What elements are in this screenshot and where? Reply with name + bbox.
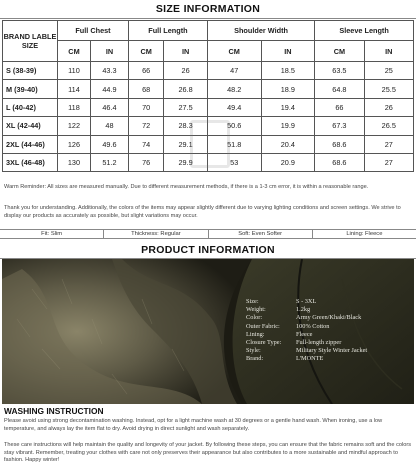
size-label: XL (42-44) xyxy=(3,117,58,135)
unit-header: IN xyxy=(261,41,315,62)
unit-header: CM xyxy=(207,41,261,62)
table-cell: 72 xyxy=(128,117,163,135)
size-label: M (39-40) xyxy=(3,80,58,98)
size-label: 3XL (46-48) xyxy=(3,153,58,171)
table-cell: 68 xyxy=(128,80,163,98)
table-cell: 18.5 xyxy=(261,62,315,80)
spec-value: S - 3XL xyxy=(296,298,317,305)
table-cell: 44.9 xyxy=(90,80,128,98)
spec-value: 1.2kg xyxy=(296,306,311,314)
table-cell: 110 xyxy=(58,62,91,80)
table-cell: 20.9 xyxy=(261,153,315,171)
table-cell: 26 xyxy=(164,62,208,80)
attr-lining: Lining: Fleece xyxy=(312,230,416,238)
table-cell: 18.9 xyxy=(261,80,315,98)
table-cell: 63.5 xyxy=(315,62,364,80)
table-cell: 47 xyxy=(207,62,261,80)
table-cell: 46.4 xyxy=(90,98,128,116)
size-label: 2XL (44-46) xyxy=(3,135,58,153)
unit-header: IN xyxy=(164,41,208,62)
spec-row xyxy=(246,298,367,306)
unit-header: CM xyxy=(58,41,91,62)
product-specs xyxy=(246,298,367,364)
table-cell: 27 xyxy=(364,153,413,171)
spec-row xyxy=(246,306,367,314)
spec-key: Size: xyxy=(246,298,259,305)
table-cell: 74 xyxy=(128,135,163,153)
spec-key: Style: xyxy=(246,347,261,355)
spec-value: Army Green/Khaki/Black xyxy=(296,314,362,322)
table-cell: 53 xyxy=(207,153,261,171)
table-cell: 50.6 xyxy=(207,117,261,135)
table-row xyxy=(3,98,414,116)
washing-text-2: These care instructions will help maintain the quality and longevity of your jacket. By following these steps, you can ensure that the fabric remains soft and the colors stay vibrant. Remember, treating your clothes with care not only preserves their appearance but also contributes to a more sustainable and mindful approach to fashion. Happy winter! xyxy=(4,442,412,464)
table-cell: 130 xyxy=(58,153,91,171)
size-label: S (38-39) xyxy=(3,62,58,80)
spec-value: Military Style Winter Jacket xyxy=(296,347,368,355)
spec-key: Color: xyxy=(246,314,263,322)
attr-thickness: Thickness: Regular xyxy=(103,230,207,238)
table-cell: 49.4 xyxy=(207,98,261,116)
shield-logo-watermark-icon xyxy=(190,120,230,168)
table-cell: 48 xyxy=(90,117,128,135)
divider xyxy=(0,18,416,19)
table-cell: 27 xyxy=(364,135,413,153)
spec-row xyxy=(246,314,367,322)
header-shoulder-width: Shoulder Width xyxy=(207,21,314,41)
table-cell: 122 xyxy=(58,117,91,135)
table-cell: 64.8 xyxy=(315,80,364,98)
spec-value: Fleece xyxy=(296,330,313,338)
table-row xyxy=(3,80,414,98)
unit-header: IN xyxy=(364,41,413,62)
table-cell: 20.4 xyxy=(261,135,315,153)
table-cell: 67.3 xyxy=(315,117,364,135)
attr-softness: Soft: Even Softer xyxy=(208,230,312,238)
table-cell: 114 xyxy=(58,80,91,98)
table-cell: 26 xyxy=(364,98,413,116)
header-full-chest: Full Chest xyxy=(58,21,129,41)
table-cell: 26.8 xyxy=(164,80,208,98)
unit-header: IN xyxy=(90,41,128,62)
washing-title: WASHING INSTRUCTION xyxy=(4,406,104,416)
unit-header: CM xyxy=(128,41,163,62)
product-info-title: PRODUCT INFORMATION xyxy=(141,244,275,256)
table-cell: 29.1 xyxy=(164,135,208,153)
table-cell: 26.5 xyxy=(364,117,413,135)
attribute-bar xyxy=(0,229,416,239)
spec-value: L'MONTE xyxy=(296,355,324,363)
washing-text-1: Please avoid using strong decontamination washing. Instead, opt for a light machine wash at 30 degrees or a gentle hand wash. When ironing, use a low temperature, and always lay the item flat to dry. Avoid drying in direct sunlight and wash separately. xyxy=(4,418,383,432)
table-cell: 126 xyxy=(58,135,91,153)
header-sleeve-length: Sleeve Length xyxy=(315,21,414,41)
table-cell: 29.9 xyxy=(164,153,208,171)
table-cell: 66 xyxy=(315,98,364,116)
spec-row xyxy=(246,347,367,355)
table-cell: 68.6 xyxy=(315,135,364,153)
table-cell: 48.2 xyxy=(207,80,261,98)
table-cell: 19.4 xyxy=(261,98,315,116)
spec-key: Weight: xyxy=(246,306,266,314)
table-cell: 43.3 xyxy=(90,62,128,80)
table-cell: 27.5 xyxy=(164,98,208,116)
table-cell: 51.2 xyxy=(90,153,128,171)
table-cell: 19.9 xyxy=(261,117,315,135)
spec-row xyxy=(246,339,367,347)
table-cell: 49.6 xyxy=(90,135,128,153)
brand-size-header: BRAND LABLE SIZE xyxy=(3,21,58,62)
table-row xyxy=(3,62,414,80)
spec-key: Brand: xyxy=(246,355,264,363)
spec-key: Closure Type: xyxy=(246,338,282,346)
attr-fit: Fit: Slim xyxy=(41,231,63,237)
table-cell: 51.8 xyxy=(207,135,261,153)
table-cell: 68.6 xyxy=(315,153,364,171)
spec-row xyxy=(246,355,367,363)
spec-value: Full-length zipper xyxy=(296,338,342,346)
spec-key: Outer Fabric: xyxy=(246,322,280,330)
spec-key: Lining: xyxy=(246,330,265,338)
spec-row xyxy=(246,323,367,331)
size-label: L (40-42) xyxy=(3,98,58,116)
unit-header: CM xyxy=(315,41,364,62)
header-full-length: Full Length xyxy=(128,21,207,41)
table-cell: 28.3 xyxy=(164,117,208,135)
size-info-title: SIZE INFORMATION xyxy=(155,3,261,15)
spec-value: 100% Cotton xyxy=(296,322,330,330)
table-cell: 66 xyxy=(128,62,163,80)
spec-row xyxy=(246,331,367,339)
table-cell: 118 xyxy=(58,98,91,116)
table-cell: 25.5 xyxy=(364,80,413,98)
table-cell: 70 xyxy=(128,98,163,116)
table-cell: 25 xyxy=(364,62,413,80)
table-cell: 76 xyxy=(128,153,163,171)
warm-reminder-text: Warm Reminder: All sizes are measured manually. Due to different measurement methods, if there is a 1-3 cm error, it is within a reasonable range. xyxy=(4,184,369,190)
color-disclaimer-text: Thank you for understanding. Additionally, the colors of the items may appear slightly different due to varying lighting conditions and screen settings. We strive to display our products as accurately as possible, but slight variations may occur. xyxy=(4,205,401,219)
